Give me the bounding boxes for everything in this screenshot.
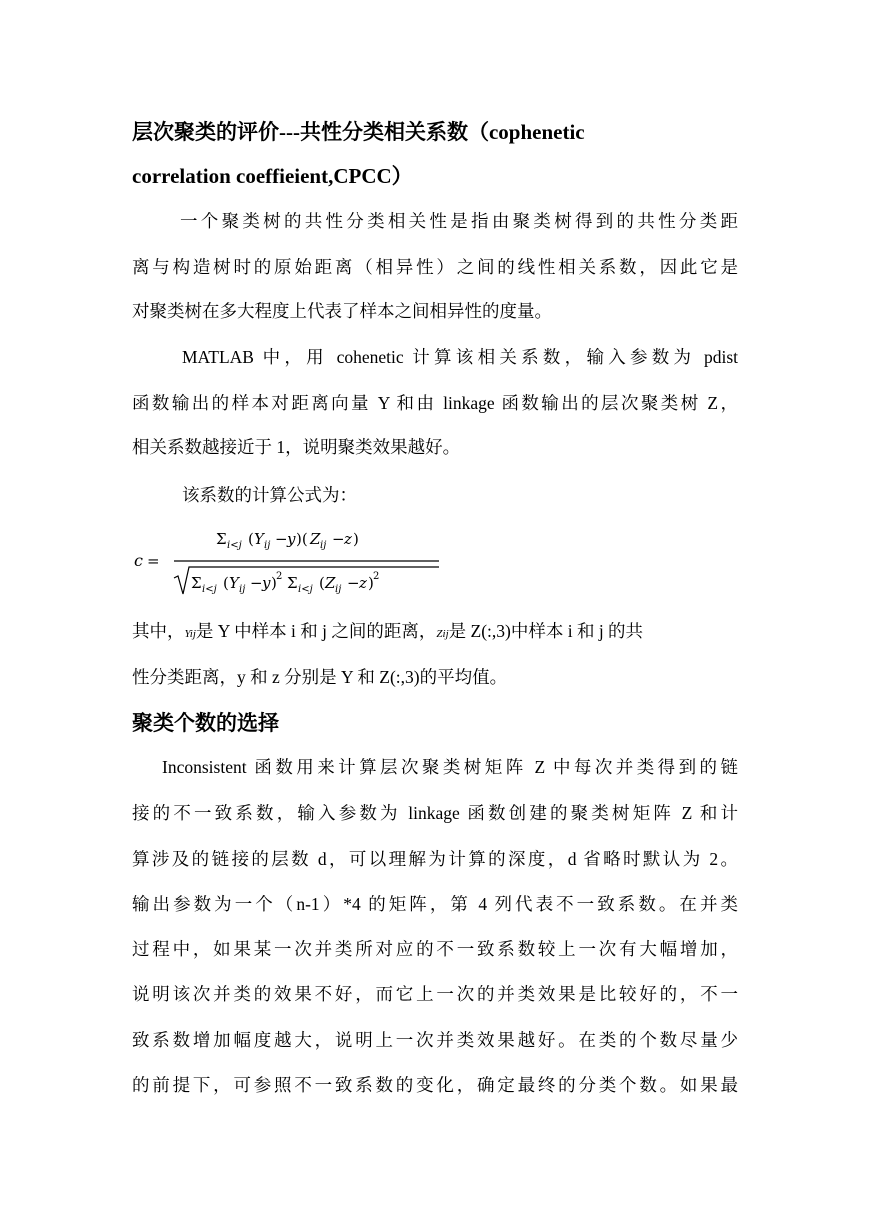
para4-text-b: 是 Y 中样本 i 和 j 之间的距离， xyxy=(195,621,437,641)
svg-text:Σ: Σ xyxy=(287,574,298,592)
para5-line-2: 接的不一致系数，输入参数为 linkage 函数创建的聚类树矩阵 Z 和计 xyxy=(132,803,738,823)
svg-text:Y: Y xyxy=(254,530,264,548)
para3-line: 该系数的计算公式为： xyxy=(182,485,357,505)
svg-text:2: 2 xyxy=(373,571,380,582)
svg-text:−: − xyxy=(250,574,263,592)
para4-line-1 xyxy=(132,618,738,643)
para5-line-6: 说明该次并类的效果不好，而它上一次的并类效果是比较好的，不一 xyxy=(132,984,738,1004)
para2-line-2: 函数输出的样本对距离向量 Y 和由 linkage 函数输出的层次聚类树 Z， xyxy=(132,393,738,413)
svg-text:=: = xyxy=(147,552,160,570)
para1-line-2: 离与构造树时的原始距离（相异性）之间的线性相关系数，因此它是 xyxy=(132,257,738,277)
svg-text:Σ: Σ xyxy=(216,530,227,548)
svg-text:c: c xyxy=(134,551,143,570)
svg-text:y: y xyxy=(287,530,296,548)
para5-line-5: 过程中，如果某一次并类所对应的不一致系数较上一次有大幅增加， xyxy=(132,939,738,959)
para1-line-3: 对聚类树在多大程度上代表了样本之间相异性的度量。 xyxy=(132,301,552,321)
para2-line-3: 相关系数越接近于 1，说明聚类效果越好。 xyxy=(132,437,461,457)
para2-line-1: MATLAB 中，用 cohenetic 计算该相关系数，输入参数为 pdist xyxy=(182,347,738,367)
svg-text:−: − xyxy=(347,574,360,592)
svg-text:(: ( xyxy=(223,574,229,592)
svg-text:ij: ij xyxy=(239,584,246,595)
svg-text:2: 2 xyxy=(276,571,283,582)
svg-text:ij: ij xyxy=(264,540,271,551)
para4-text-c: 是 Z(:,3)中样本 i 和 j 的共 xyxy=(448,621,644,641)
svg-text:y: y xyxy=(262,574,271,592)
svg-text:i<j: i<j xyxy=(298,584,313,595)
svg-text:): ) xyxy=(353,530,359,548)
svg-text:): ) xyxy=(271,574,277,592)
svg-text:−: − xyxy=(332,530,345,548)
svg-text:i<j: i<j xyxy=(227,540,242,551)
svg-text:)(: )( xyxy=(296,530,308,548)
para5-line-3: 算涉及的链接的层数 d，可以理解为计算的深度，d 省略时默认为 2。 xyxy=(132,849,738,869)
svg-text:z: z xyxy=(344,530,352,548)
section-heading: 聚类个数的选择 xyxy=(132,711,279,735)
svg-text:ij: ij xyxy=(335,584,342,595)
svg-text:z: z xyxy=(359,574,367,592)
svg-text:−: − xyxy=(275,530,288,548)
para4-line-2: 性分类距离，y 和 z 分别是 Y 和 Z(:,3)的平均值。 xyxy=(132,667,508,687)
symbol-zij: Zij xyxy=(436,628,449,640)
cpcc-formula xyxy=(134,522,454,598)
svg-text:Y: Y xyxy=(229,574,239,592)
title-line-2: correlation coeffieient,CPCC） xyxy=(132,164,413,188)
title-line-1: 层次聚类的评价---共性分类相关系数（cophenetic xyxy=(132,120,585,144)
svg-text:Z: Z xyxy=(325,574,336,592)
para1-line-1: 一个聚类树的共性分类相关性是指由聚类树得到的共性分类距 xyxy=(180,211,738,231)
svg-text:i<j: i<j xyxy=(202,584,217,595)
para5-line-7: 致系数增加幅度越大，说明上一次并类效果越好。在类的个数尽量少 xyxy=(132,1030,738,1050)
para5-line-1: Inconsistent 函数用来计算层次聚类树矩阵 Z 中每次并类得到的链 xyxy=(162,757,738,777)
svg-text:Z: Z xyxy=(310,530,321,548)
symbol-yij: Yij xyxy=(184,628,196,640)
para5-line-8: 的前提下，可参照不一致系数的变化，确定最终的分类个数。如果最 xyxy=(132,1075,738,1095)
svg-text:ij: ij xyxy=(320,540,327,551)
svg-text:Σ: Σ xyxy=(191,574,202,592)
para5-line-4: 输出参数为一个（n-1）*4 的矩阵，第 4 列代表不一致系数。在并类 xyxy=(132,894,738,914)
svg-text:(: ( xyxy=(248,530,254,548)
svg-text:(: ( xyxy=(319,574,325,592)
para4-text-a: 其中， xyxy=(132,621,185,641)
svg-text:): ) xyxy=(368,574,374,592)
